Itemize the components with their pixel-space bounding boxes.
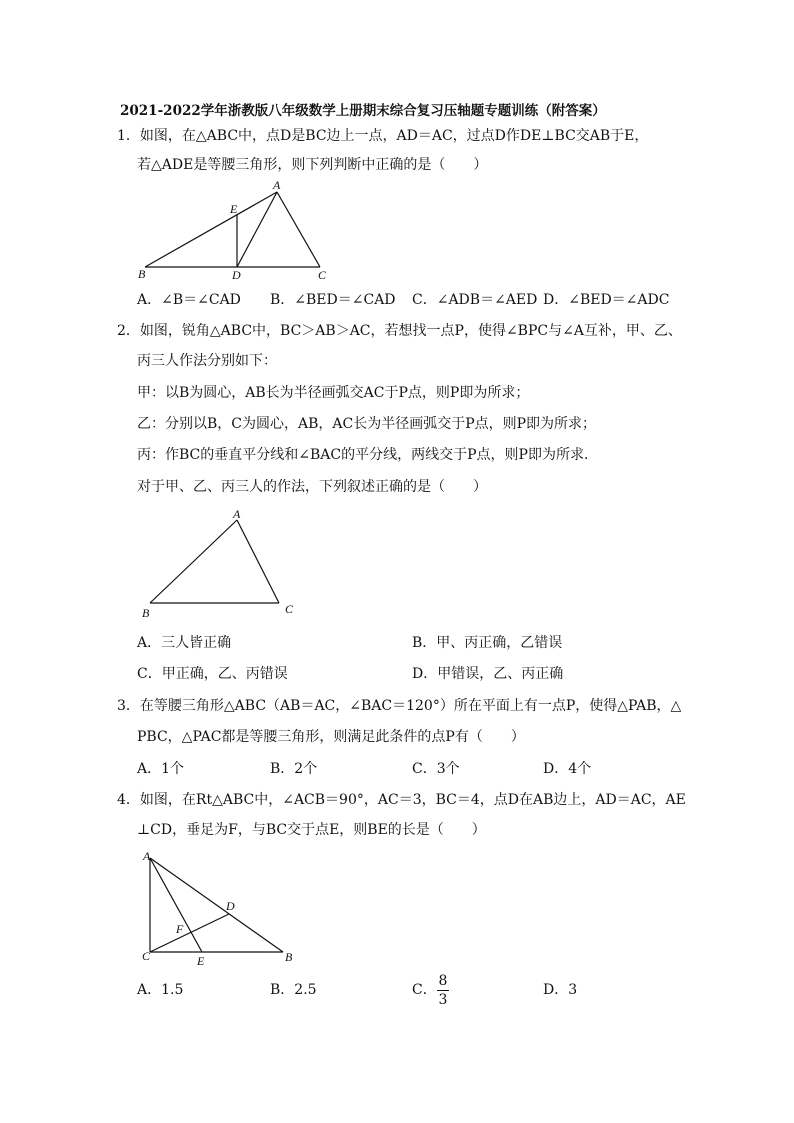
q1-segment-ac xyxy=(277,192,320,267)
q4-stem-line2: ⊥CD，垂足为F，与BC交于点E，则BE的长是（ ） xyxy=(137,822,486,838)
q1-option-d: D．∠BED＝∠ADC xyxy=(543,292,670,308)
q3-stem-line2: PBC，△PAC都是等腰三角形，则满足此条件的点P有（ ） xyxy=(137,729,525,745)
q2-stem-line1: 2．如图，锐角△ABC中，BC＞AB＞AC，若想找一点P，使得∠BPC与∠A互补，甲、乙、 xyxy=(117,323,682,339)
q4-label-d: D xyxy=(226,899,235,913)
q1-label-b: B xyxy=(138,267,146,281)
q3-option-d: D．4个 xyxy=(543,761,592,777)
q4-triangle-figure xyxy=(140,848,300,963)
q4-option-d: D．3 xyxy=(543,982,578,998)
q2-method-bing: 丙：作BC的垂直平分线和∠BAC的平分线，两线交于P点，则P即为所求． xyxy=(137,447,598,463)
q4-stem-line1: 4．如图，在Rt△ABC中，∠ACB＝90°，AC＝3，BC＝4，点D在AB边上，AD＝AC，AE xyxy=(117,792,686,808)
q4-segment-ae xyxy=(150,858,202,952)
q1-label-e: E xyxy=(230,202,238,216)
q4-label-e: E xyxy=(197,954,205,968)
q2-triangle-figure xyxy=(140,507,290,610)
q2-option-b: B．甲、丙正确，乙错误 xyxy=(412,635,563,651)
q3-stem-line1: 3．在等腰三角形△ABC（AB＝AC，∠BAC＝120°）所在平面上有一点P，使得△PAB，△ xyxy=(117,698,682,714)
q1-stem-line2: 若△ADE是等腰三角形，则下列判断中正确的是（ ） xyxy=(137,157,488,173)
q2-option-c: C．甲正确，乙、丙错误 xyxy=(137,666,288,682)
q2-method-jia: 甲：以B为圆心，AB长为半径画弧交AC于P点，则P即为所求； xyxy=(137,385,530,401)
q4-option-c: C． xyxy=(412,982,437,998)
q1-option-c: C．∠ADB＝∠AED xyxy=(412,292,538,308)
q4-segment-cd xyxy=(150,914,229,952)
q4-label-a: A xyxy=(143,849,151,863)
q1-option-a: A．∠B＝∠CAD xyxy=(137,292,241,308)
q1-label-d: D xyxy=(232,268,241,282)
q4-option-b: B．2.5 xyxy=(270,982,317,998)
q4-segment-ab xyxy=(150,858,283,952)
q1-label-c: C xyxy=(318,268,327,282)
q2-label-a: A xyxy=(233,507,241,521)
q1-label-a: A xyxy=(273,178,281,192)
q2-segment-ac xyxy=(237,520,279,603)
q1-stem-line1: 1．如图，在△ABC中，点D是BC边上一点，AD＝AC，过点D作DE⊥BC交AB于E， xyxy=(117,128,649,144)
q4-option-c-denominator: 3 xyxy=(438,992,448,1008)
q2-segment-ba xyxy=(150,520,237,603)
q3-option-b: B．2个 xyxy=(270,761,318,777)
q2-option-d: D．甲错误，乙、丙正确 xyxy=(412,666,564,682)
q2-method-yi: 乙：分别以B，C为圆心，AB，AC长为半径画弧交于P点，则P即为所求； xyxy=(137,416,597,432)
q2-question: 对于甲、乙、丙三人的作法，下列叙述正确的是（ ） xyxy=(137,479,487,495)
q2-label-c: C xyxy=(285,602,294,616)
q4-option-c-numerator: 8 xyxy=(438,973,448,989)
q4-label-c: C xyxy=(142,949,151,963)
document-title: 2021-2022学年浙教版八年级数学上册期末综合复习压轴题专题训练（附答案） xyxy=(120,103,606,119)
q1-option-b: B．∠BED＝∠CAD xyxy=(270,292,396,308)
q4-label-f: F xyxy=(176,922,184,936)
q4-option-c-fraction-bar xyxy=(437,990,449,991)
q2-option-a: A．三人皆正确 xyxy=(137,635,232,651)
q4-option-a: A．1.5 xyxy=(137,982,184,998)
q3-option-a: A．1个 xyxy=(137,761,185,777)
q2-stem-line2: 丙三人作法分别如下： xyxy=(137,353,277,369)
q2-label-b: B xyxy=(142,606,150,620)
q3-option-c: C．3个 xyxy=(412,761,460,777)
q4-label-b: B xyxy=(285,950,293,964)
